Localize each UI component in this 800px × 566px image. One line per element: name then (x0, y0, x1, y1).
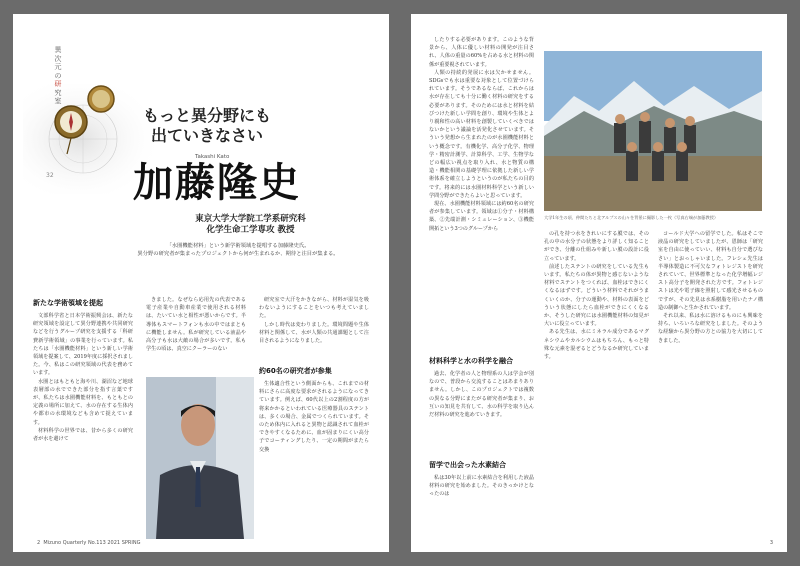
right-page (411, 14, 787, 552)
page-number-right: 3 (769, 540, 773, 546)
portrait-photo (146, 377, 254, 539)
lead-text: 「水圏機能材料」という新学術領域を提唱する加藤隆史氏。 異分野の研究者が集まったプロジェクトから何が生まれるか、期待と注目が集まる。 (137, 243, 339, 257)
left-column-1: 新たな学術領域を提起 文部科学省と日本学術振興会は、新たな研究領域を設定して異分野連携や共同研究などを行うグループ研究を支援する「科研費新学術領域」の事業を行っています。私たちは「水圏機能材料」という新しい学術領域を提案して、2019年度に採択されました。今、私はこの研究領域の代表を務めています。 水圏とはもともと海や川、湖沼など地球表層部の水でできた部分を指す言葉ですが、私たちは水圏機能材料を、もともとの定義の場所に加えて、水の存在する生体内や都市の水環境なども含めて捉えています。 材料科学の世界では、昔から多くの研究者が水を避けて (33, 299, 133, 443)
left-column-3-lower: 約60名の研究者が参集 生体適合性という側面からも、これまでの材料にさらに高度な要求がされるようになってきています。例えば、60代以上の2割程度の方が将来かかるといわれている医療器具のステントは、多くの場合、金属でつくられています。そのため体内に入れると異物と認識されて血栓ができやすくなるために、血が固まりにくい高分子でコーティングしたり、一定の期間がまたら交換 (259, 367, 369, 453)
name-kanji: 加藤隆史 (133, 159, 301, 206)
name-roman: Takashi Kato (195, 154, 230, 160)
right-column-2: の孔を持つ水をきれいにする膜では、その孔の中の水分子の状態をより詳しく知ることができ、分離の仕組みや新しい膜の設計に役立っています。 前述したステントの研究をしている先生もいます。私たちの体が異物と感じないような材料でステントをつくれば、血栓はできにくくなるはずです。どういう材料でそれがうまくいくのか、分子の運動や、材料の表面をどういう状態にしたら血栓ができにくくなるか、そうした研究には水圏機能材料の知見が大いに役立っています。 ある先生は、水にミネラル成分であるマグネシウムやカルシウムはもちろん、もっと特殊な元素を混ぜるとどうなるか研究しています。 (544, 231, 649, 361)
left-page (13, 14, 389, 552)
affiliation: 東京大学大学院工学系研究科 化学生命工学専攻 教授 (195, 214, 306, 235)
right-column-1-lower: 材料科学と水の科学を融合 過去、化学者の人と物理系の人は学会が別なので、普段から交流することはあまりありません。しかし、このプロジェクトでは複数の異なる分野にまたがる研究者が集まり、お互いの知見を共有して、水の科学を取り込んだ材料の研究を進めていきます。 (429, 357, 534, 419)
article-title: もっと異分野にも 出ていきなさい (143, 106, 272, 145)
section-heading: 材料科学と水の科学を融合 (429, 357, 513, 365)
section-heading: 約60名の研究者が参集 (259, 367, 332, 375)
series-number: 32 (46, 172, 54, 179)
left-column-3: 研究室で大汗をかきながら、材料が湿気を吸わないようにすることをいつも考えていました。 しかし時代は変わりました。環境問題や生体材料と関係して、水が人類の共通課題として注目されるようになりました。 (259, 297, 369, 345)
series-label: 異 次 元 の 研 究 室 (54, 46, 62, 105)
page-number-left: 2 Mizuno Quarterly No.113 2021 SPRING (37, 540, 141, 546)
mountain-photo (544, 51, 762, 211)
section-heading: 留学で出会った水素結合 (429, 461, 506, 469)
photo-caption: 大学1年生の頃、仲間たちと北アルプスの山々を背景に撮影した一枚（写真右端が加藤教授） (544, 215, 719, 220)
left-column-2: きました。なぜなら応用先の代表である電子産業や自動車産業で使用される材料は、たいてい水と相性が悪いからです。半導体もスマートフォンも水の中ではまともに機能しません。私が研究している液晶や高分子も水は大敵の場合が多いです。私も学生の頃は、真空にクーラーのない (146, 297, 246, 353)
right-column-1-top: したりする必要があります。このような背景から、人体に優しい材料の開発が注目され、人体の重量の60%を占める水と材料の関係が重要視されています。 人類の持続的発展に水は欠かせません。SDGsでも水は重要な対象として位置づけられています。そうであるならば、これからは水が存在しても十分に働く材料の研究をする必要があります。そのためには水と材料を結びつけた新しい学問を創り、環境や生体とより親和性の高い材料を創製していくべきではないかという議論を活発化させています。そういう発想から生まれたのが水圏機能材料という概念です。有機化学、高分子化学、物理学・精密計測学、計算科学、工学、生物学などの幅広い視点を取り入れ、水と物質の構造・機能相関の基礎学理に依拠した新しい学術体系を確立しようというのが私たちの目的です。将来的には水圏材料科学という新しい学問分野ができたらよいと思っています。 現在、水圏機能材料領域には約60名の研究者が参集しています。領域は①分子・材料構築、②先端計測・シミュレーション、③機能開拓という3つのグループから (429, 37, 534, 232)
right-column-3: コールド大学への留学でした。私はそこで液晶の研究をしていましたが、恩師は「研究室を自由に使っていい、材料も自分で選びなさい」とおっしゃいました。フレシェ先生は半導体製造に不可欠なフォトレジストを研究されていて、世界標準となった化学増幅レジスト高分子を開発された方です。フォトレジストは光や電子線を照射して感光させるものですが、その先見は水系樹脂を用いたナノ構造の制御へと生かされています。 それ以来、私は水に溶けるものにも興味を持ち、いろいろな研究をしました。そのような経験から異分野の方との協力を大切にしてきました。 (658, 231, 763, 344)
section-heading: 新たな学術領域を提起 (33, 299, 103, 307)
right-column-1-bottom: 留学で出会った水素結合 私は30年以上前に水素結合を利用した液晶材料の研究を始めました。そのきっかけとなったのは (429, 461, 534, 498)
